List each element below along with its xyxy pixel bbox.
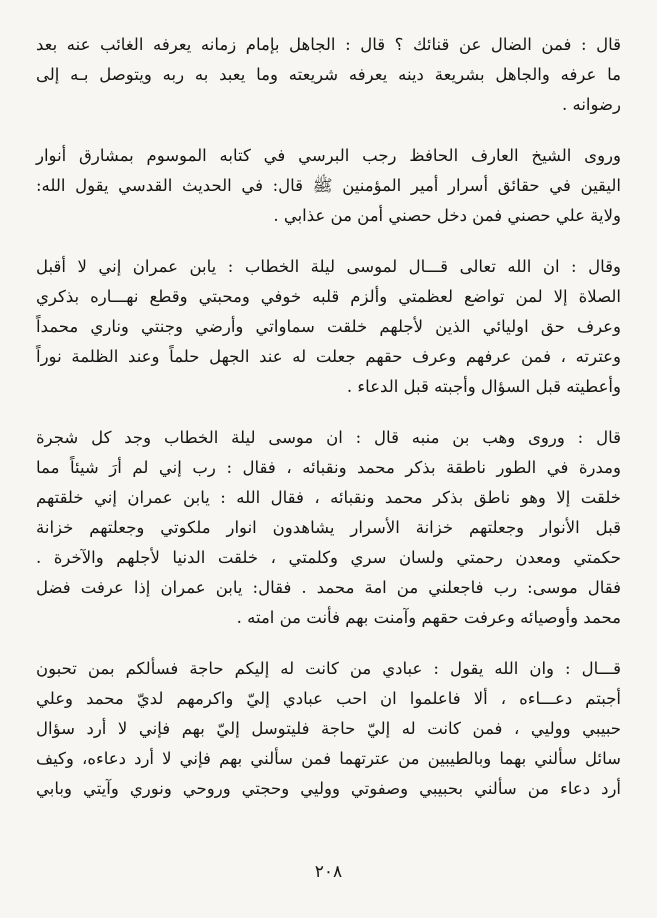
page-number: ٢٠٨ [314,862,343,882]
text-line: خلقت إلا وهو ناطق بذكر محمد ونقبائه ، فقال الله : يابن عمران إني خلقتهم [36,488,621,507]
text-line: سائل سألني بهما وبالطيبين من عترتهما فمن سألني بهم فإني لا أرد دعاءه، وكيف [36,749,621,768]
text-line: حكمتي ومعدن رحمتي ولسان سري وكلمتي ، خلقت الدنيا لأجلهم والآخرة . [36,548,621,567]
text-line: وقال : ان الله تعالى قـــال لموسى ليلة الخطاب : يابن عمران إني لا أقبل [36,257,621,276]
paragraph-4 [36,423,621,633]
text-line: الصلاة إلا لمن تواضع لعظمتي وألزم قلبه خوفي ومحبتي وقطع نهـــاره بذكري [36,287,621,306]
text-line: وروى الشيخ العارف الحافظ رجب البرسي في كتابه الموسوم بمشارق أنوار [36,146,621,165]
text-line: رضوانه . [561,95,621,114]
text-line: ولاية علي حصني فمن دخل حصني أمن من عذابي . [273,206,621,225]
text-line: ما عرفه والجاهل بشريعة دينه يعرفه شريعته وما يعبد به ربه ويتوصل بـه إلى [36,65,621,84]
text-line: وعرف حق اوليائي الذين لأجلهم خلقت سماواتي وأرضي وجنتي وناري محمداً [36,317,621,336]
text-line: ومدرة في الطور ناطقة بذكر محمد ونقبائه ، فقال : رب إني لم أرَ شيئاً مما [36,458,621,477]
paragraph-2 [36,141,621,231]
paragraph-5 [36,654,621,804]
text-line: أرد دعاء من سألني بحبيبي وصفوتي ووليي وحجتي وروحي ونوري وآيتي وبابي [36,779,621,798]
page-body-text [36,30,621,804]
text-line: وعترته ، فمن عرفهم وعرف حقهم جعلت له عند الجهل حلماً وعند الظلمة نوراً [36,347,621,366]
text-line: أجبتم دعـــاءه ، ألا فاعلموا ان احب عبادي إليّ واكرمهم لديّ محمد وعلي [36,689,621,708]
text-line: محمد وأوصيائه وعرفت حقهم وآمنت بهم فأنت من امته . [236,608,621,627]
text-line: قال : فمن الضال عن قنائك ؟ قال : الجاهل بإمام زمانه يعرفه الغائب عنه بعد [36,35,621,54]
text-line: قـــال : وان الله يقول : عبادي من كانت له إليكم حاجة فسألكم بمن تحبون [36,659,621,678]
paragraph-1 [36,30,621,120]
text-line: وأعطيته قبل السؤال وأجبته قبل الدعاء . [346,377,621,396]
paragraph-3 [36,252,621,402]
text-line: اليقين في حقائق أسرار أمير المؤمنين ﷺ قال: في الحديث القدسي يقول الله: [36,176,621,195]
text-line: حبيبي ووليي ، فمن كانت له إليّ حاجة فليتوسل إليّ بهم فإني لا أرد سؤال [36,719,621,738]
text-line: قبل الأنوار وجعلتهم خزانة الأسرار يشاهدون انوار ملكوتي وجعلتهم خزانة [36,518,621,537]
text-line: قال : وروى وهب بن منبه قال : ان موسى ليلة الخطاب وجد كل شجرة [36,428,621,447]
text-line: فقال موسى: رب فاجعلني من امة محمد . فقال: يابن عمران إذا عرفت فضل [36,578,621,597]
